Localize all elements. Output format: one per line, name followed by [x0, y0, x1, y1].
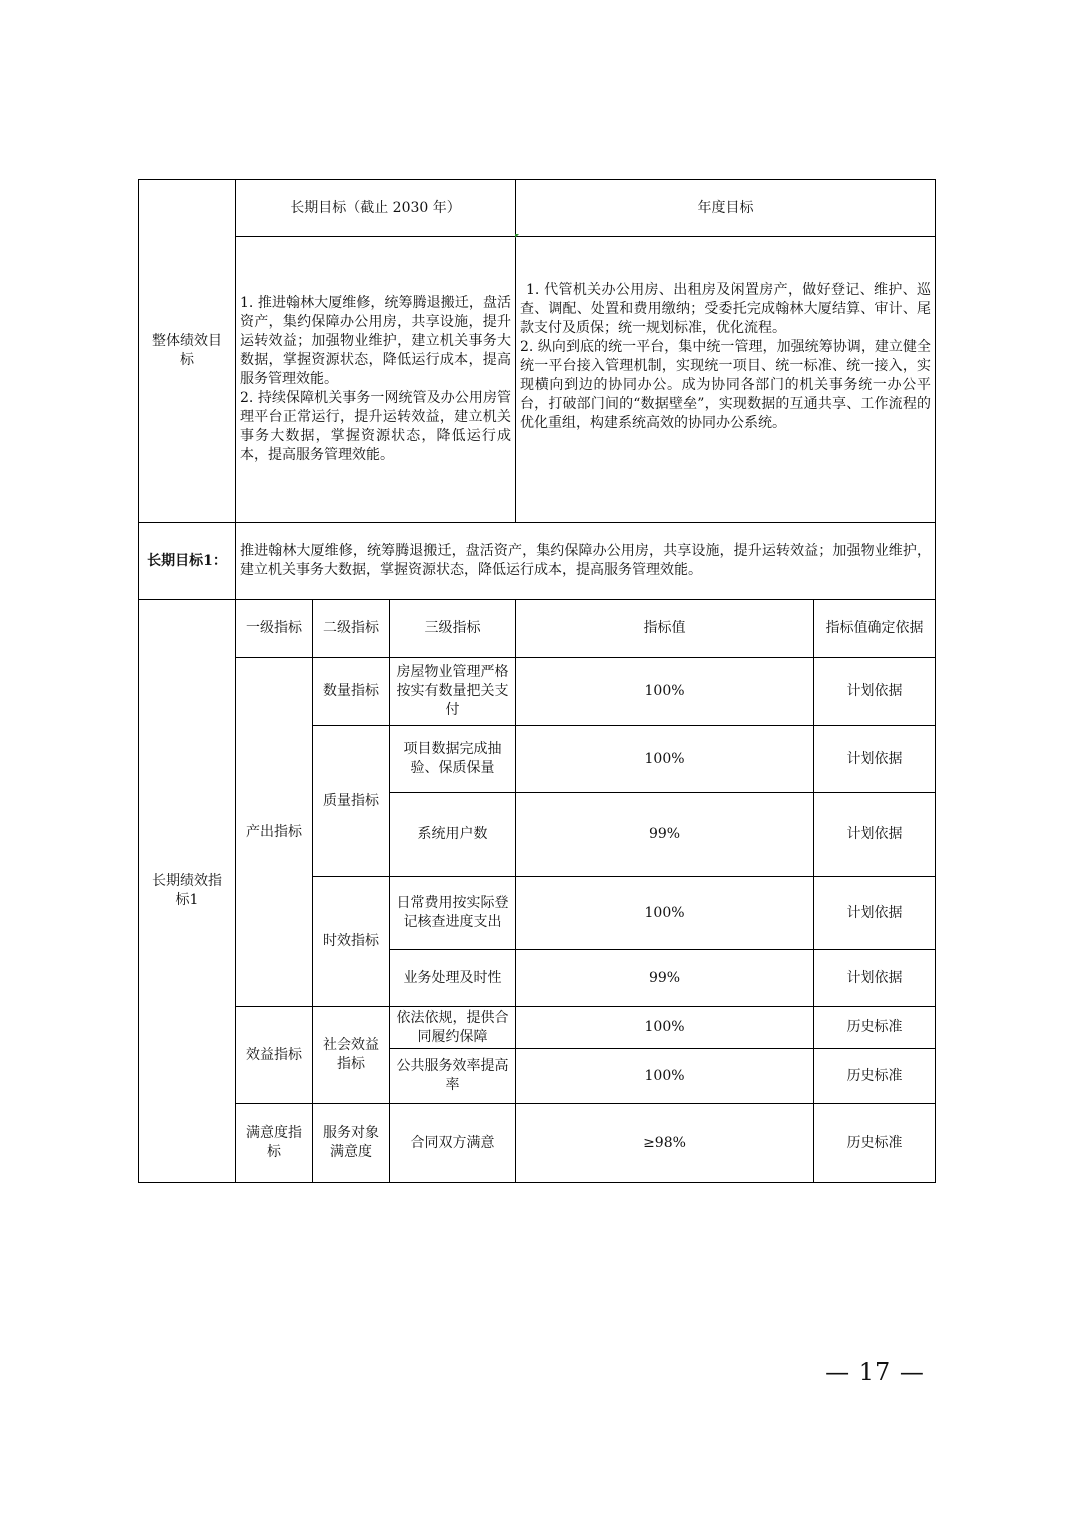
page-number: — 17 —	[825, 1358, 925, 1386]
indicators-label	[139, 600, 236, 1183]
level1-benefit: 效益指标	[236, 1007, 313, 1104]
row-name: 合同双方满意	[390, 1104, 516, 1183]
header-level1: 一级指标	[236, 600, 313, 658]
row-basis: 计划依据	[814, 658, 936, 726]
row-name: 房屋物业管理严格按实有数量把关支付	[390, 658, 516, 726]
header-value: 指标值	[516, 600, 814, 658]
row-basis: 计划依据	[814, 793, 936, 877]
row-name: 项目数据完成抽验、保质保量	[390, 726, 516, 793]
level1-satisfaction-text: 满意度指标	[246, 1125, 302, 1160]
annual-goal-cell	[516, 237, 936, 523]
annual-paragraph-1: 1. 代管机关办公用房、出租房及闲置房产，做好登记、维护、巡查、调配、处置和费用缴纳；受委托完成翰林大厦结算、审计、尾款支付及质保；统一规划标准，优化流程。	[520, 282, 932, 336]
row-name: 系统用户数	[390, 793, 516, 877]
level2-service-satisfaction-text: 服务对象满意度	[323, 1125, 379, 1160]
row-value: 100%	[516, 726, 814, 793]
performance-table	[138, 179, 936, 1183]
row-value: 100%	[516, 1049, 814, 1104]
long-term-paragraph-2: 2. 持续保障机关事务一网统管及办公用房管理平台正常运行，提升运转效益，建立机关事务大数据，掌握资源状态，降低运行成本，提高服务管理效能。	[240, 390, 512, 463]
level2-quantity: 数量指标	[313, 658, 390, 726]
level2-service-satisfaction	[313, 1104, 390, 1183]
row-basis: 历史标准	[814, 1049, 936, 1104]
indicators-label-text: 长期绩效指标1	[152, 873, 222, 908]
level2-social-benefit-text: 社会效益指标	[323, 1037, 379, 1072]
row-value: 99%	[516, 950, 814, 1007]
row-value: 100%	[516, 658, 814, 726]
level2-quality: 质量指标	[313, 726, 390, 877]
row-basis: 历史标准	[814, 1007, 936, 1049]
long-term-goal-cell	[236, 237, 516, 523]
annual-header: 年度目标	[516, 180, 936, 237]
header-level2: 二级指标	[313, 600, 390, 658]
row-basis: 计划依据	[814, 950, 936, 1007]
level2-timeliness: 时效指标	[313, 877, 390, 1007]
level2-social-benefit	[313, 1007, 390, 1104]
header-level3: 三级指标	[390, 600, 516, 658]
row-basis: 计划依据	[814, 877, 936, 950]
long-term-header: 长期目标（截止 2030 年）	[236, 180, 516, 237]
annual-paragraph-2: 2. 纵向到底的统一平台，集中统一管理，加强统筹协调，建立健全统一平台接入管理机制，实现统一项目、统一标准、统一接入，实现横向到边的协同办公。成为协同各部门的机关事务统一办公平台，打破部门间的“数据壁垒”，实现数据的互通共享、工作流程的优化重组，构建系统高效的协同办公系统。	[520, 339, 932, 431]
goal1-label-text: 长期目标1：	[147, 552, 227, 569]
header-basis: 指标值确定依据	[814, 600, 936, 658]
goal1-text: 推进翰林大厦维修，统筹腾退搬迁，盘活资产，集约保障办公用房，共享设施，提升运转效益；加强物业维护，建立机关事务大数据，掌握资源状态，降低运行成本，提高服务管理效能。	[236, 523, 936, 600]
row-basis: 历史标准	[814, 1104, 936, 1183]
row-value: ≥98%	[516, 1104, 814, 1183]
row-value: 99%	[516, 793, 814, 877]
level1-satisfaction	[236, 1104, 313, 1183]
row-name: 业务处理及时性	[390, 950, 516, 1007]
row-value: 100%	[516, 1007, 814, 1049]
long-term-paragraph-1: 1. 推进翰林大厦维修，统筹腾退搬迁，盘活资产，集约保障办公用房，共享设施，提升运转效益；加强物业维护，建立机关事务大数据，掌握资源状态，降低运行成本，提高服务管理效能。	[240, 295, 512, 387]
goal1-label	[139, 523, 236, 600]
row-name: 日常费用按实际登记核查进度支出	[390, 877, 516, 950]
cell-comment-marker	[515, 234, 519, 238]
row-value: 100%	[516, 877, 814, 950]
overall-goal-label	[139, 180, 236, 523]
row-name: 依法依规，提供合同履约保障	[390, 1007, 516, 1049]
row-basis: 计划依据	[814, 726, 936, 793]
level1-output: 产出指标	[236, 658, 313, 1007]
overall-goal-label-text: 整体绩效目标	[152, 333, 222, 368]
row-name: 公共服务效率提高率	[390, 1049, 516, 1104]
